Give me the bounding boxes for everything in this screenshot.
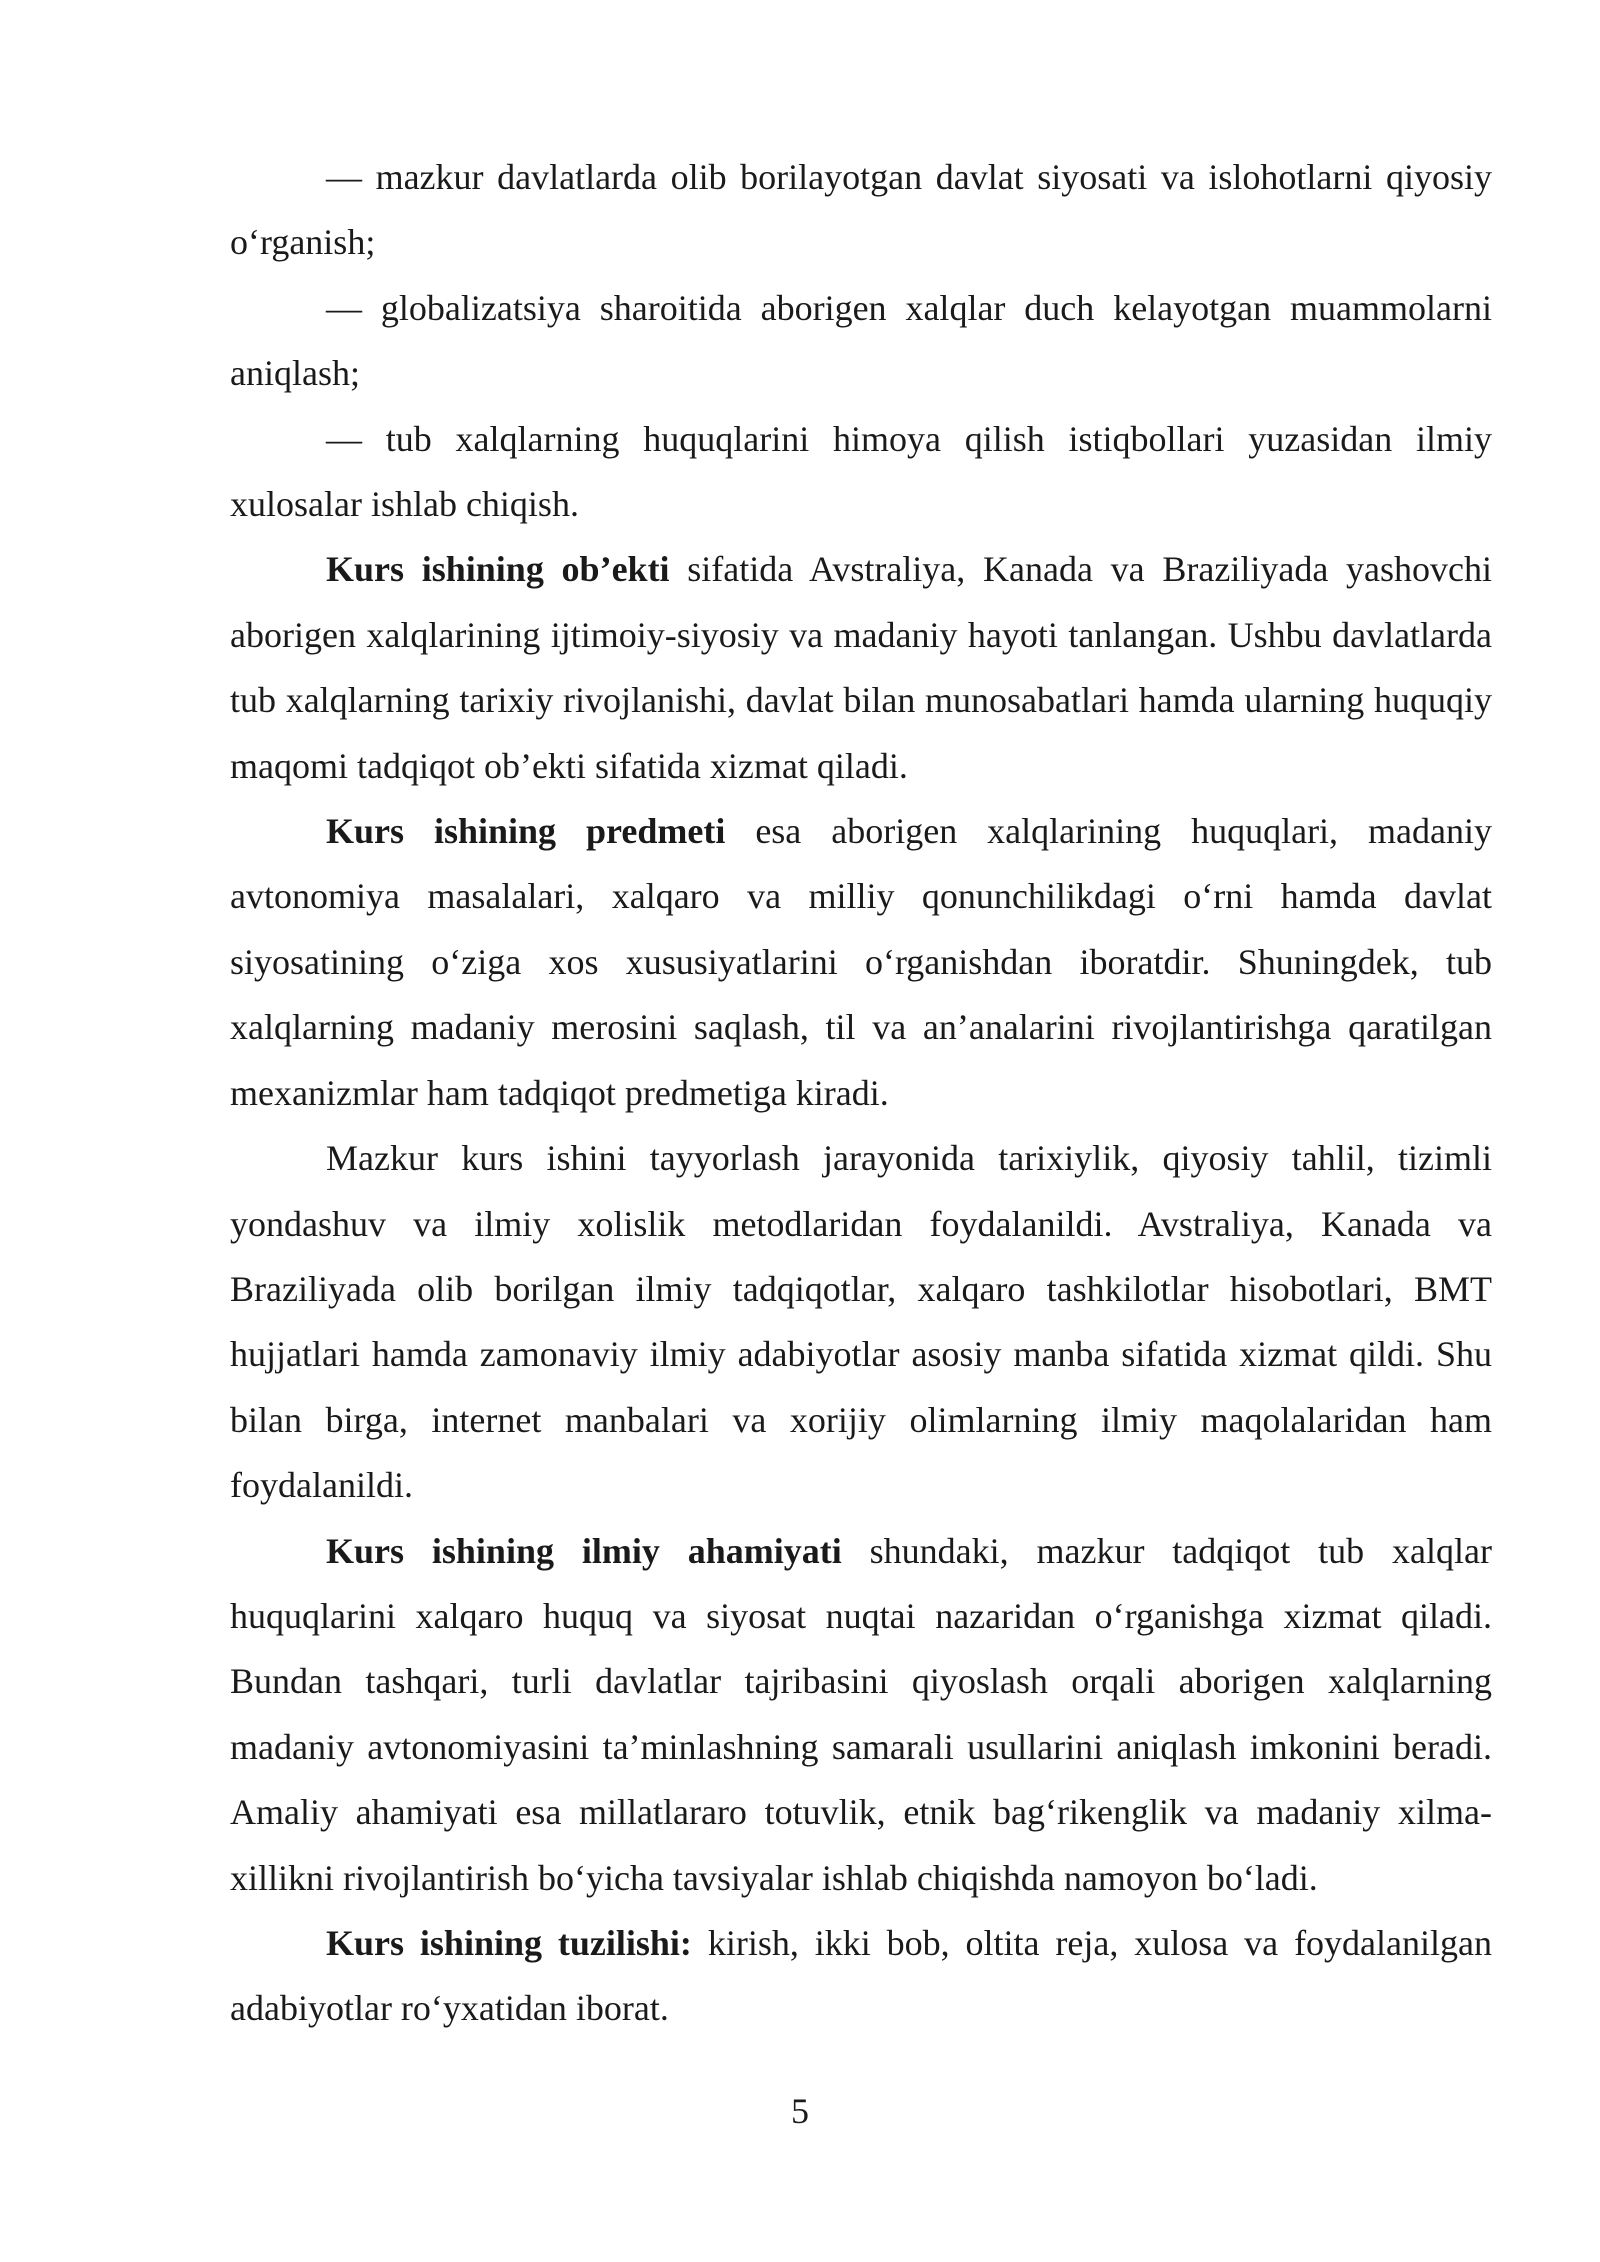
bullet-text: mazkur davlatlarda olib borilayotgan davlat siyosati va islohotlarni qiyosiy o‘rganish; <box>230 157 1492 263</box>
structure-heading: Kurs ishining tuzilishi: <box>326 1922 692 1963</box>
object-text: sifatida Avstraliya, Kanada va Braziliyada yashovchi aborigen xalqlarining ijtimoiy-siyosiy va madaniy hayoti tanlangan. Ushbu davlatlarda tub xalqlarning tarixiy rivojlanishi, davlat bilan munosabatlari hamda ularning huquqiy maqomi tadqiqot ob’ekti sifatida xizmat qiladi. <box>230 549 1493 786</box>
bullet-item-comparative-study <box>230 145 1492 276</box>
methods-text: Mazkur kurs ishini tayyorlash jarayonida tarixiylik, qiyosiy tahlil, tizimli yondashuv va ilmiy xolislik metodlaridan foydalanildi. Avstraliya, Kanada va Braziliyada olib borilgan ilmiy tadqiqotlar, xalqaro tashkilotlar hisobotlari, BMT hujjatlari hamda zamonaviy ilmiy adabiyotlar asosiy manba sifatida xizmat qildi. Shu bilan birga, internet manbalari va xorijiy olimlarning ilmiy maqolalaridan ham foydalanildi. <box>230 1138 1492 1506</box>
object-paragraph <box>230 537 1492 799</box>
subject-paragraph <box>230 799 1492 1126</box>
bullet-dash: — <box>326 287 362 328</box>
subject-text: esa aborigen xalqlarining huquqlari, madaniy avtonomiya masalalari, xalqaro va milliy qonunchilikdagi o‘rni hamda davlat siyosatining o‘ziga xos xususiyatlarini o‘rganishdan iboratdir. Shuningdek, tub xalqlarning madaniy merosini saqlash, til va an’analarini rivojlantirishga qaratilgan mexanizmlar ham tadqiqot predmetiga kiradi. <box>230 811 1492 1113</box>
bullet-text: tub xalqlarning huquqlarini himoya qilish istiqbollari yuzasidan ilmiy xulosalar ishlab chiqish. <box>230 418 1492 525</box>
bullet-dash: — <box>326 418 362 459</box>
significance-text: shundaki, mazkur tadqiqot tub xalqlar huquqlarini xalqaro huquq va siyosat nuqtai nazaridan o‘rganishga xizmat qiladi. Bundan tashqari, turli davlatlar tajribasini qiyoslash orqali aborigen xalqlarning madaniy avtonomiyasini ta’minlashning samarali usullarini aniqlash imkonini beradi. Amaliy ahamiyati esa millatlararo totuvlik, etnik bag‘rikenglik va madaniy xilma-xillikni rivojlantirish bo‘yicha tavsiyalar ishlab chiqishda namoyon bo‘ladi. <box>230 1530 1493 1898</box>
significance-paragraph <box>230 1519 1492 1911</box>
subject-heading: Kurs ishining predmeti <box>326 811 726 852</box>
bullet-item-globalization-problems <box>230 276 1492 407</box>
page-number: 5 <box>791 2091 809 2131</box>
bullet-item-rights-protection <box>230 407 1492 538</box>
structure-paragraph <box>230 1911 1492 2042</box>
object-heading: Kurs ishining ob’ekti <box>326 549 670 590</box>
bullet-text: globalizatsiya sharoitida aborigen xalqlar duch kelayotgan muammolarni aniqlash; <box>230 287 1492 394</box>
methods-paragraph <box>230 1126 1492 1518</box>
structure-text: kirish, ikki bob, oltita reja, xulosa va foydalanilgan adabiyotlar ro‘yxatidan iborat. <box>230 1922 1492 2029</box>
page-body <box>230 145 1492 2042</box>
bullet-dash: — <box>326 157 362 197</box>
significance-heading: Kurs ishining ilmiy ahamiyati <box>326 1530 842 1571</box>
